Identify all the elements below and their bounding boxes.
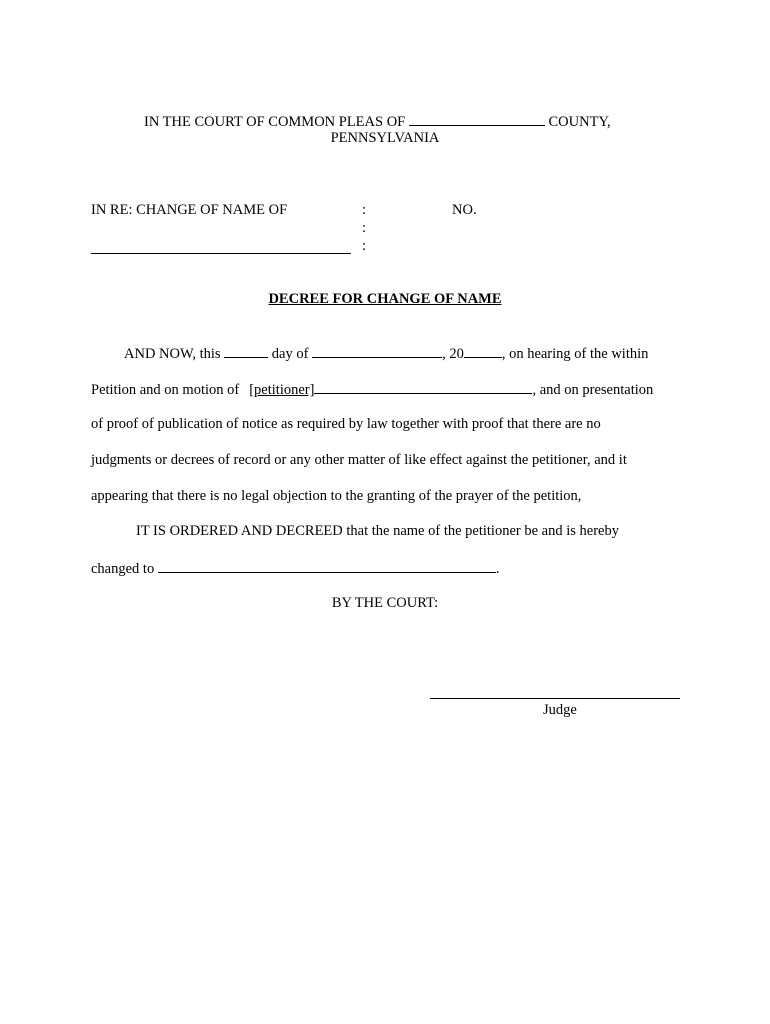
month-blank [312, 344, 442, 358]
docket-number-label: NO. [452, 202, 477, 218]
decree-line-5: appearing that there is no legal objection to the granting of the prayer of the petition, [91, 488, 582, 504]
year-blank [464, 344, 502, 358]
petitioner-motion-blank [314, 380, 532, 394]
decree-line-2 [91, 380, 653, 399]
and-now-text: AND NOW, this [124, 346, 221, 362]
by-the-court: BY THE COURT: [331, 595, 439, 611]
decree-title: DECREE FOR CHANGE OF NAME [268, 291, 502, 307]
court-heading-line2: PENNSYLVANIA [330, 130, 440, 146]
day-blank [224, 344, 268, 358]
court-heading-prefix: IN THE COURT OF COMMON PLEAS OF [144, 114, 406, 130]
court-heading-suffix: COUNTY, [548, 114, 611, 130]
county-blank [409, 112, 545, 126]
in-re-caption: IN RE: CHANGE OF NAME OF [91, 202, 288, 218]
decree-line-7 [91, 559, 499, 578]
caption-colon-1: : [362, 202, 367, 218]
judge-signature-line [430, 698, 680, 699]
court-heading-line1 [144, 112, 611, 131]
motion-text: Petition and on motion of [91, 382, 240, 398]
period: . [495, 561, 500, 577]
decree-line-3: of proof of publication of notice as required by law together with proof that there are no [91, 416, 601, 432]
judge-label: Judge [543, 702, 577, 718]
presentation-text: , and on presentation [532, 382, 654, 398]
decree-line-6: IT IS ORDERED AND DECREED that the name of the petitioner be and is hereby [136, 523, 619, 539]
year-prefix-text: , 20 [442, 346, 464, 362]
hearing-text: , on hearing of the within [501, 346, 649, 362]
decree-line-1 [124, 344, 648, 363]
petitioner-placeholder: [petitioner] [249, 382, 315, 398]
changed-to-text: changed to [91, 561, 155, 577]
caption-colon-2: : [362, 220, 367, 236]
petitioner-name-line [91, 253, 351, 254]
decree-line-4: judgments or decrees of record or any other matter of like effect against the petitioner, and it [91, 452, 627, 468]
new-name-blank [158, 559, 496, 573]
day-of-text: day of [271, 346, 309, 362]
caption-colon-3: : [362, 238, 367, 254]
